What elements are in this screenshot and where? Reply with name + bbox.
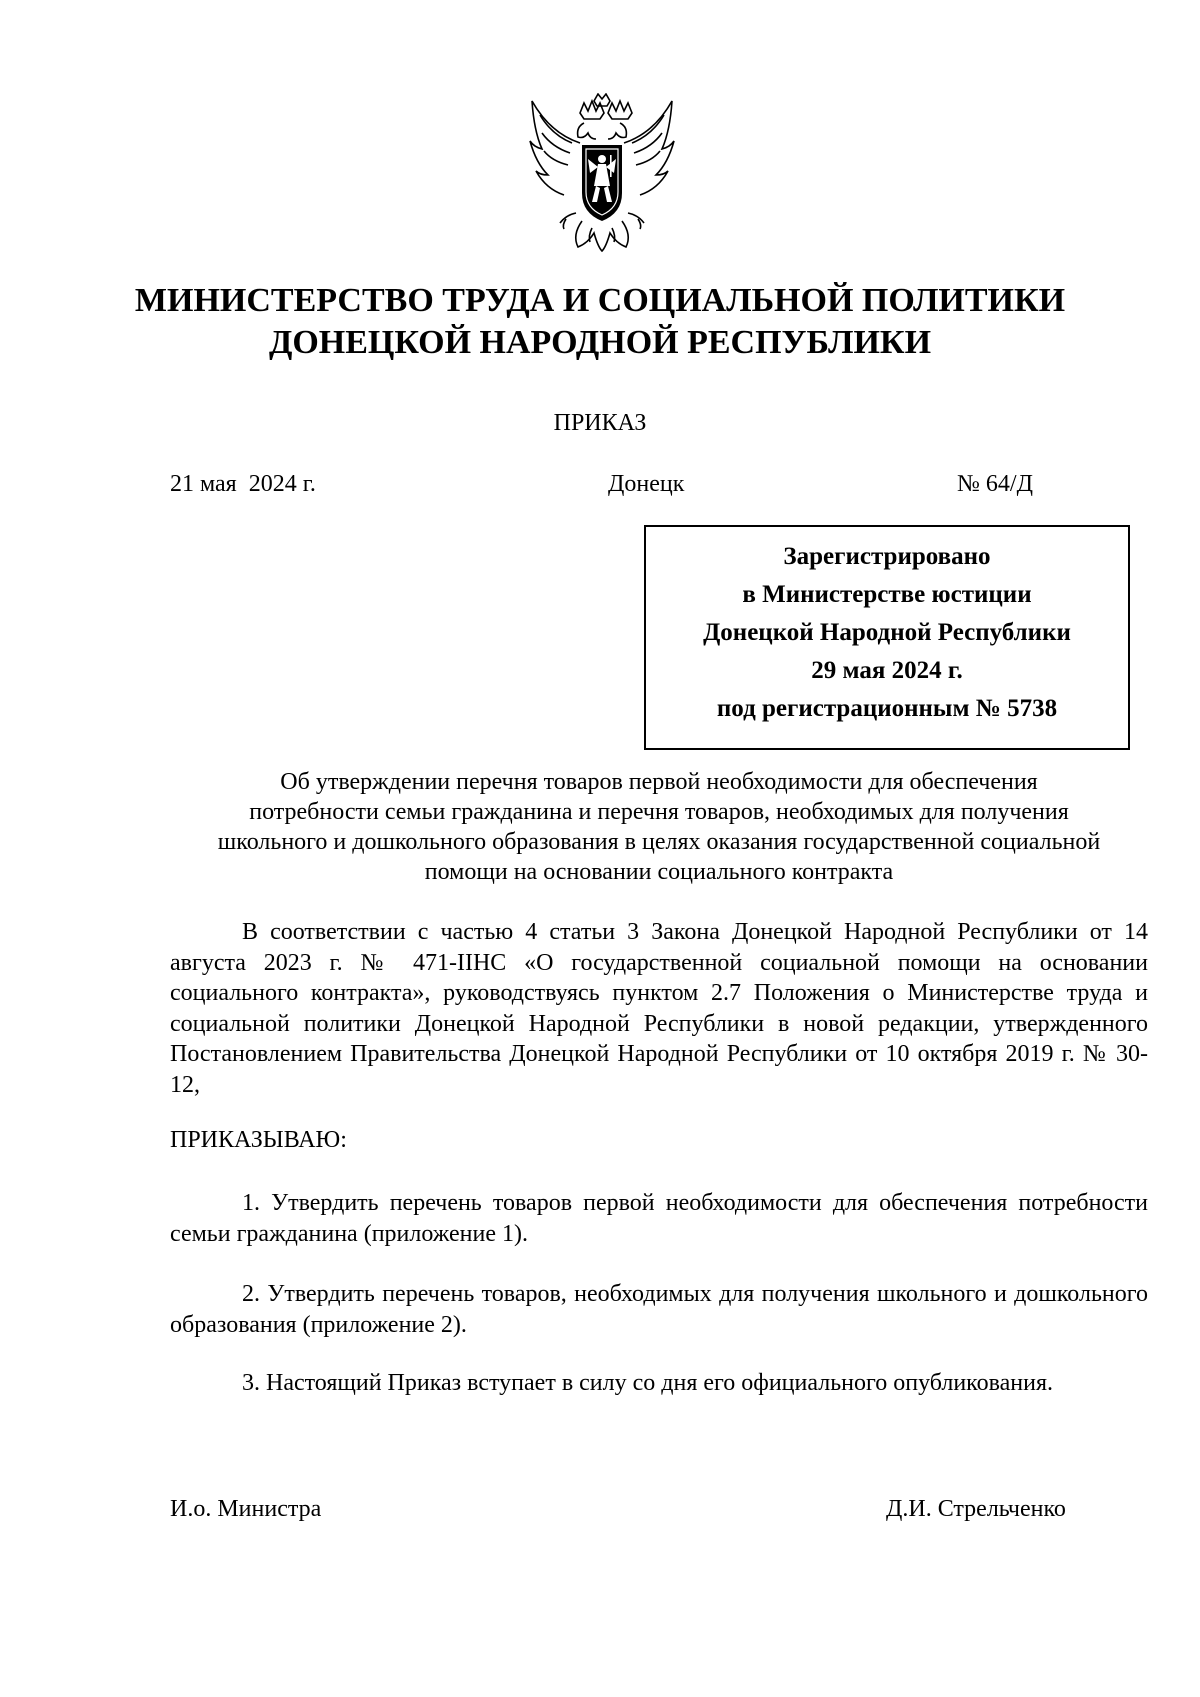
registration-line: под регистрационным № 5738: [716, 695, 1058, 722]
ministry-name-line-1: МИНИСТЕРСТВО ТРУДА И СОЦИАЛЬНОЙ ПОЛИТИКИ: [134, 282, 1066, 319]
order-subject: [170, 767, 1148, 887]
subject-line: помощи на основании социального контракта: [424, 859, 894, 885]
document-type-title: ПРИКАЗ: [553, 410, 647, 436]
signatory-position: И.о. Министра: [170, 1496, 322, 1522]
subject-line: потребности семьи гражданина и перечня товаров, необходимых для получения: [249, 799, 1069, 825]
order-item-2: [170, 1279, 1148, 1340]
registration-stamp-box: [644, 525, 1130, 750]
legal-basis-text: В соответствии с частью 4 статьи 3 Закона Донецкой Народной Республики от 14 августа 2023 г. № 471-IIНС «О государственной социальной помощи на основании социального контракта», руководствуясь пунктом 2.7 Положения о Министерстве труда и социальной политики Донецкой Народной Республики в новой редакции, утвержденного Постановлением Правительства Донецкой Народной Республики от 10 октября 2019 г. № 30-12,: [170, 919, 1148, 1098]
order-date: 21 мая 2024 г.: [170, 471, 316, 497]
order-city: Донецк: [608, 471, 685, 497]
registration-line: Донецкой Народной Республики: [703, 619, 1071, 646]
ministry-name-line-2: ДОНЕЦКОЙ НАРОДНОЙ РЕСПУБЛИКИ: [268, 324, 932, 361]
order-item-text: 2. Утвердить перечень товаров, необходимых для получения школьного и дошкольного образования (приложение 2).: [170, 1281, 1148, 1338]
order-item-1: [170, 1188, 1148, 1249]
order-item-text: 1. Утвердить перечень товаров первой необходимости для обеспечения потребности семьи гражданина (приложение 1).: [170, 1190, 1148, 1247]
signatory-name: Д.И. Стрельченко: [886, 1496, 1066, 1522]
registration-line: в Министерстве юстиции: [742, 581, 1032, 608]
subject-line: Об утверждении перечня товаров первой необходимости для обеспечения: [280, 769, 1038, 795]
order-number: № 64/Д: [957, 471, 1033, 497]
registration-line: 29 мая 2024 г.: [811, 657, 963, 684]
registration-line: Зарегистрировано: [783, 543, 991, 570]
subject-line: школьного и дошкольного образования в целях оказания государственной социальной: [217, 829, 1101, 855]
coat-of-arms-emblem: [522, 93, 682, 253]
order-item-3: [170, 1368, 1148, 1399]
order-item-text: 3. Настоящий Приказ вступает в силу со дня его официального опубликования.: [242, 1370, 1054, 1396]
decree-word: ПРИКАЗЫВАЮ:: [170, 1127, 347, 1153]
legal-basis-paragraph: [170, 917, 1148, 1100]
